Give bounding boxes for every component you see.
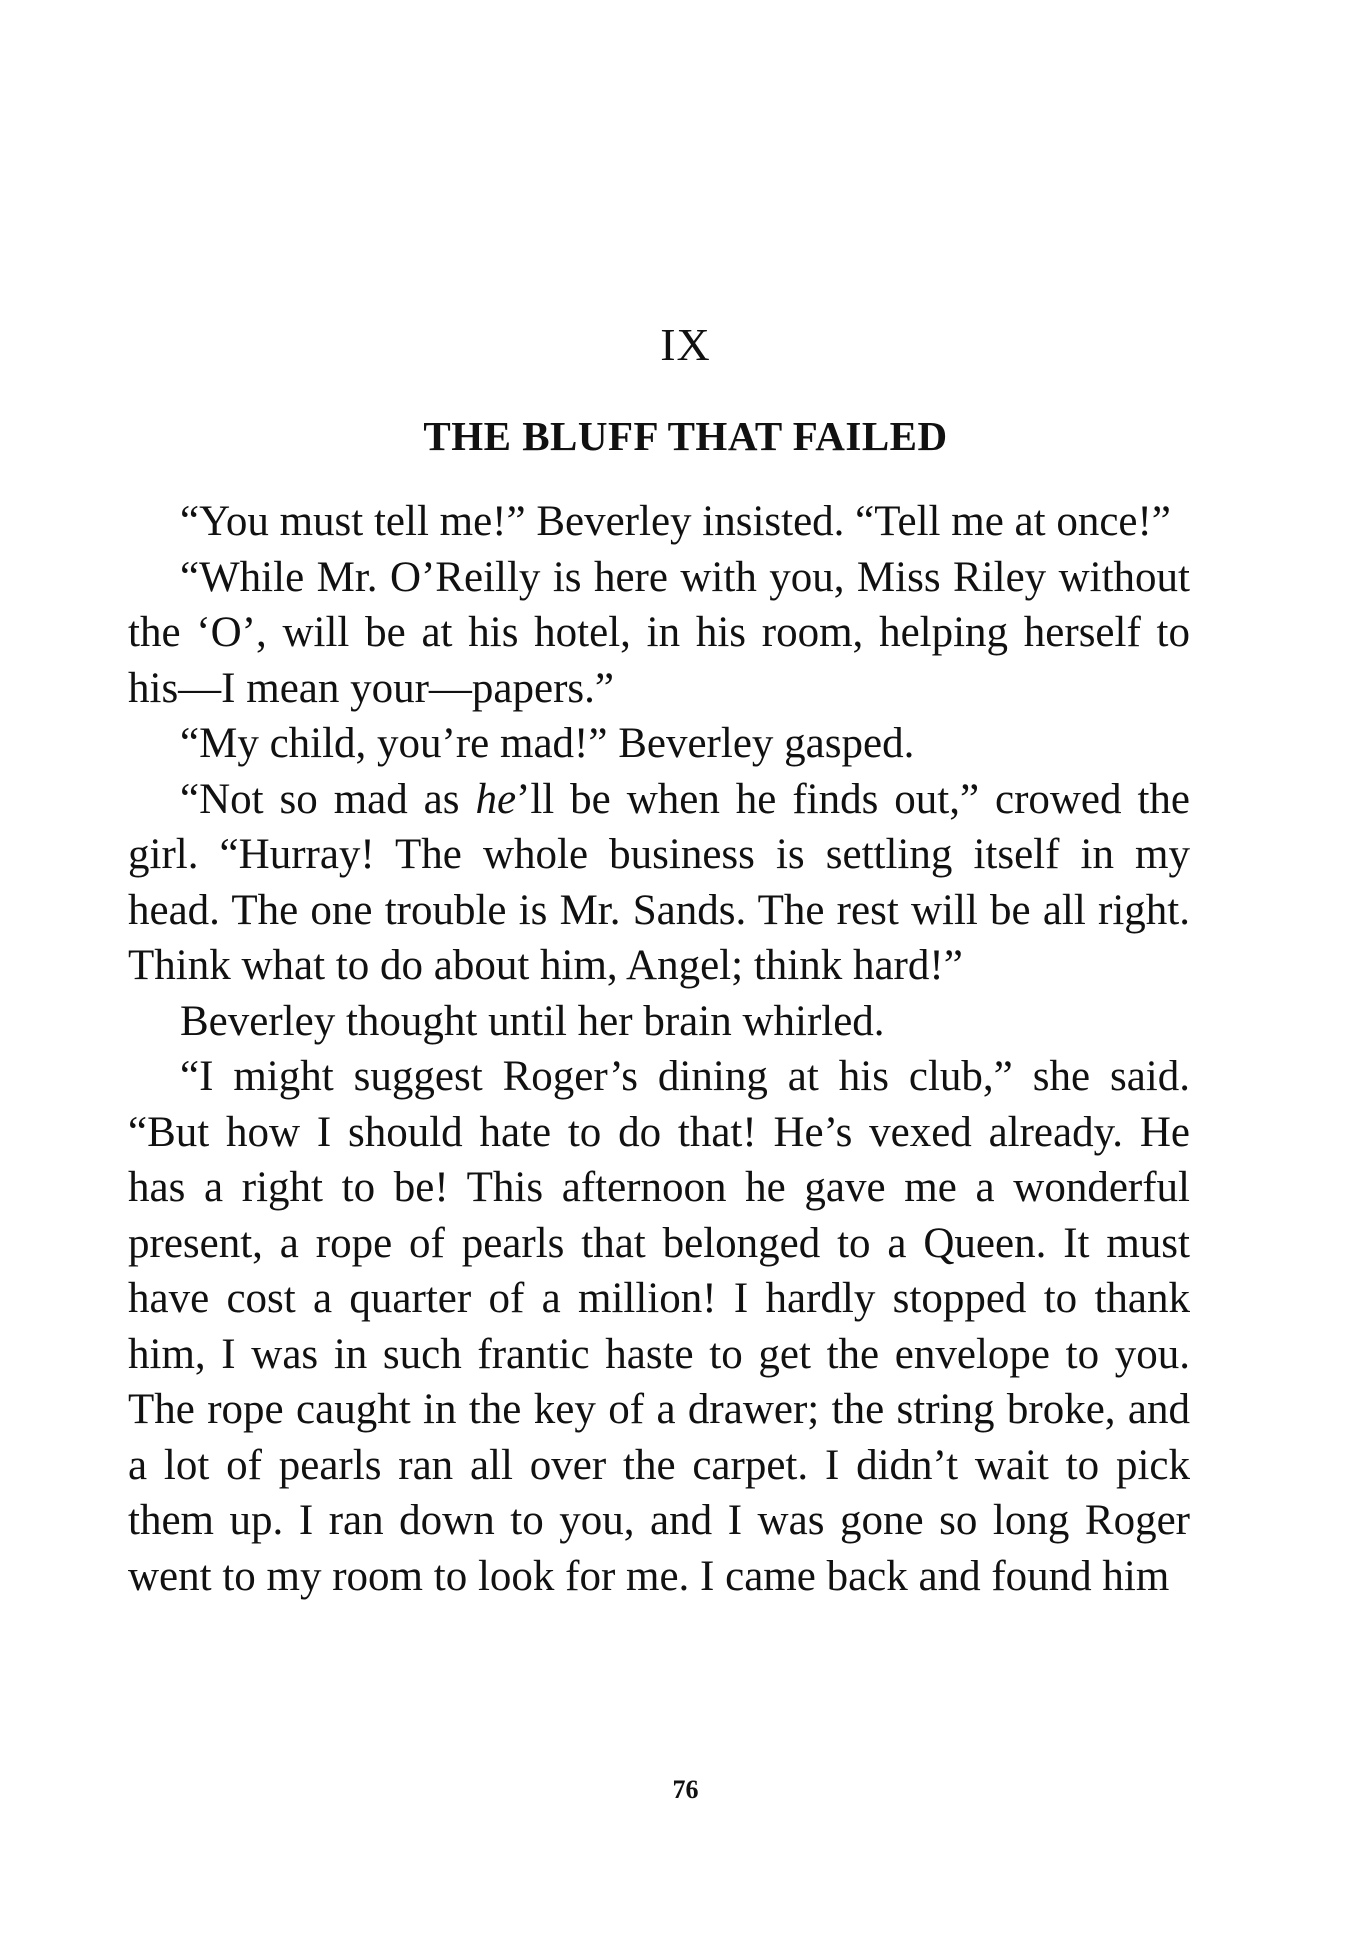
chapter-title: THE BLUFF THAT FAILED xyxy=(423,413,948,459)
body-text xyxy=(128,494,1190,1604)
chapter-number: IX xyxy=(660,319,711,370)
paragraph-4-after: ’ll be when he finds out,” crowed the girl. “Hurray! The whole business is settling itself in my head. The one trouble is Mr. Sands. The rest will be all right. Think what to do about him, Angel; think hard!” xyxy=(128,775,1190,989)
paragraph-4-before: “Not so mad as xyxy=(180,775,476,823)
paragraph-2: “While Mr. O’Reilly is here with you, Miss Riley without the ‘O’, will be at his hotel, in his room, helping herself to his—I mean your—papers.” xyxy=(128,553,1190,712)
paragraph-6: “I might suggest Roger’s dining at his club,” she said. “But how I should hate to do that! He’s vexed already. He has a right to be! This afternoon he gave me a wonderful present, a rope of pearls that belonged to a Queen. It must have cost a quarter of a million! I hardly stopped to thank him, I was in such frantic haste to get the envelope to you. The rope caught in the key of a drawer; the string broke, and a lot of pearls ran all over the carpet. I didn’t wait to pick them up. I ran down to you, and I was gone so long Roger went to my room to look for me. I came back and found him xyxy=(128,1053,1190,1600)
paragraph-4-emphasis: he xyxy=(475,775,517,823)
paragraph-1: “You must tell me!” Beverley insisted. “Tell me at once!” xyxy=(180,498,1171,545)
paragraph-3: “My child, you’re mad!” Beverley gasped. xyxy=(180,720,915,767)
page-number: 76 xyxy=(672,1775,699,1804)
paragraph-5: Beverley thought until her brain whirled. xyxy=(180,997,885,1045)
paragraph-4 xyxy=(128,772,1190,994)
